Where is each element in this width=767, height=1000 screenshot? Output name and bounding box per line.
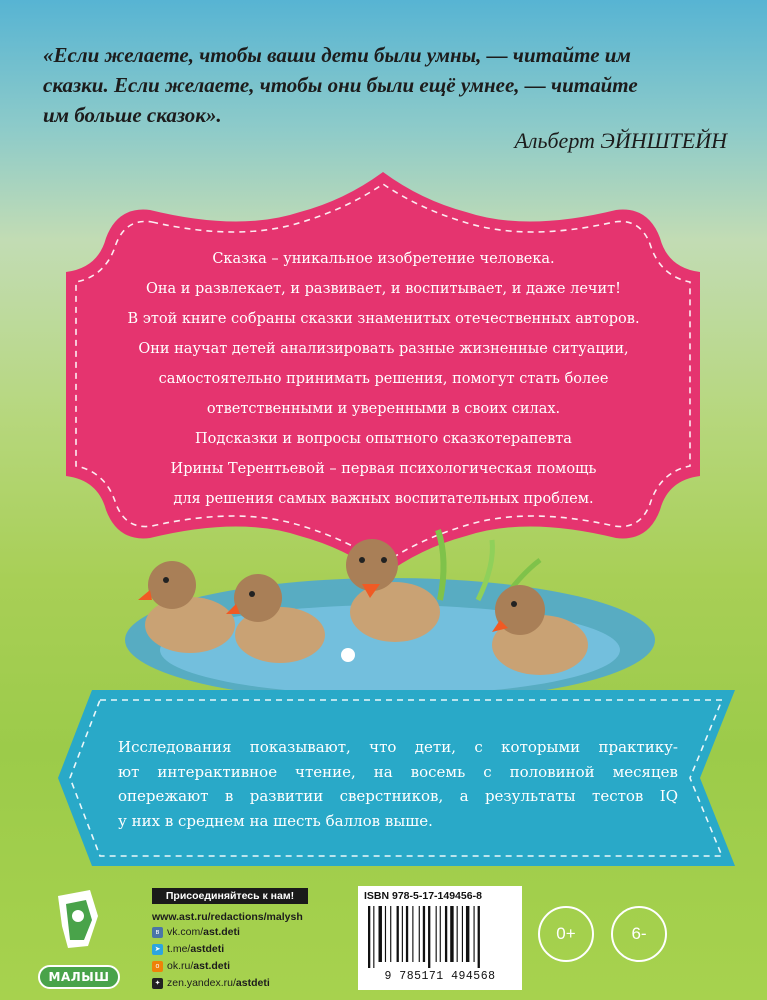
- isbn-barcode: [358, 886, 522, 990]
- ducklings-illustration: [125, 530, 655, 702]
- barcode-bar: [397, 906, 399, 962]
- barcode-bar: [412, 906, 413, 962]
- barcode-bar: [368, 906, 370, 968]
- description-line: В этой книге собраны сказки знаменитых отечественных авторов.: [127, 311, 640, 327]
- description-line: Они научат детей анализировать разные жизненные ситуации,: [138, 341, 629, 357]
- description-line: Сказка – уникальное изобретение человека.: [212, 251, 555, 267]
- barcode-bar: [474, 906, 475, 962]
- barcode-bar: [385, 906, 386, 962]
- quote-line: сказки. Если желаете, чтобы они были ещё умнее, — читайте: [43, 73, 638, 97]
- description-line: Подсказки и вопросы опытного сказкотерапевта: [195, 431, 572, 447]
- barcode-bar: [457, 906, 458, 962]
- barcode-bar: [373, 906, 374, 968]
- publisher-logo-text: МАЛЫШ: [38, 965, 120, 989]
- isbn-number: ISBN 978-5-17-149456-8: [364, 890, 482, 902]
- social-link-telegram[interactable]: [152, 941, 344, 957]
- barcode-bar: [450, 906, 453, 962]
- quote-line: им больше сказок».: [43, 103, 222, 127]
- research-line: опережают в развитии сверстников, а результаты тестов IQ: [118, 787, 678, 805]
- telegram-icon: ➤: [152, 944, 163, 955]
- research-line: Исследования показывают, что дети, с которыми практику-: [118, 738, 678, 756]
- barcode-bar: [428, 906, 430, 968]
- book-description: [120, 244, 647, 514]
- barcode-bar: [466, 906, 469, 962]
- social-link-zen[interactable]: [152, 975, 344, 991]
- vk-icon: в: [152, 927, 163, 938]
- odnoklassniki-icon: о: [152, 961, 163, 972]
- research-line: ют интерактивное чтение, на восемь с половиной месяцев: [118, 762, 678, 781]
- barcode-bar: [436, 906, 437, 962]
- barcode-bar: [445, 906, 447, 962]
- social-link-vk[interactable]: [152, 924, 344, 940]
- social-links: [152, 888, 344, 991]
- barcode-bar: [440, 906, 441, 962]
- social-link-prefix: vk.com/: [167, 926, 204, 938]
- social-link-handle: astdeti: [235, 977, 270, 989]
- publisher-website-link[interactable]: www.ast.ru/redactions/malysh: [152, 911, 303, 923]
- quote-line: «Если желаете, чтобы ваши дети были умны, — читайте им: [43, 43, 631, 67]
- description-line: Она и развлекает, и развивает, и воспитывает, и даже лечит!: [145, 281, 622, 297]
- social-link-handle: ast.deti: [193, 960, 231, 972]
- social-link-odnoklassniki[interactable]: [152, 958, 344, 974]
- barcode-digits: 9 785171 494568: [384, 970, 496, 983]
- barcode-icon: [366, 906, 514, 968]
- barcode-bar: [423, 906, 425, 962]
- barcode-bar: [462, 906, 463, 962]
- barcode-bar: [478, 906, 480, 968]
- barcode-bar: [390, 906, 391, 962]
- barcode-bar: [406, 906, 408, 962]
- social-link-prefix: zen.yandex.ru/: [167, 977, 236, 989]
- barcode-bar: [419, 906, 420, 962]
- research-line: у них в среднем на шесть баллов выше.: [118, 811, 433, 830]
- social-link-handle: astdeti: [190, 943, 225, 955]
- zen-icon: ✦: [152, 978, 163, 989]
- description-line: ответственными и уверенными в своих силах.: [206, 401, 561, 417]
- join-us-label: Присоединяйтесь к нам!: [152, 888, 308, 904]
- description-line: для решения самых важных воспитательных проблем.: [173, 491, 594, 507]
- description-line: Ирины Терентьевой – первая психологическая помощь: [170, 461, 597, 477]
- quote-author: Альберт ЭЙНШТЕЙН: [514, 128, 727, 153]
- barcode-bar: [379, 906, 382, 962]
- age-rating-badge: 0+: [538, 906, 594, 962]
- social-link-prefix: ok.ru/: [167, 960, 194, 972]
- social-link-handle: ast.deti: [203, 926, 240, 938]
- age-rating-badge: 6-: [611, 906, 667, 962]
- social-link-prefix: t.me/: [167, 943, 191, 955]
- research-note: [118, 735, 678, 833]
- barcode-bar: [402, 906, 403, 962]
- description-line: самостоятельно принимать решения, помогут стать более: [158, 371, 609, 387]
